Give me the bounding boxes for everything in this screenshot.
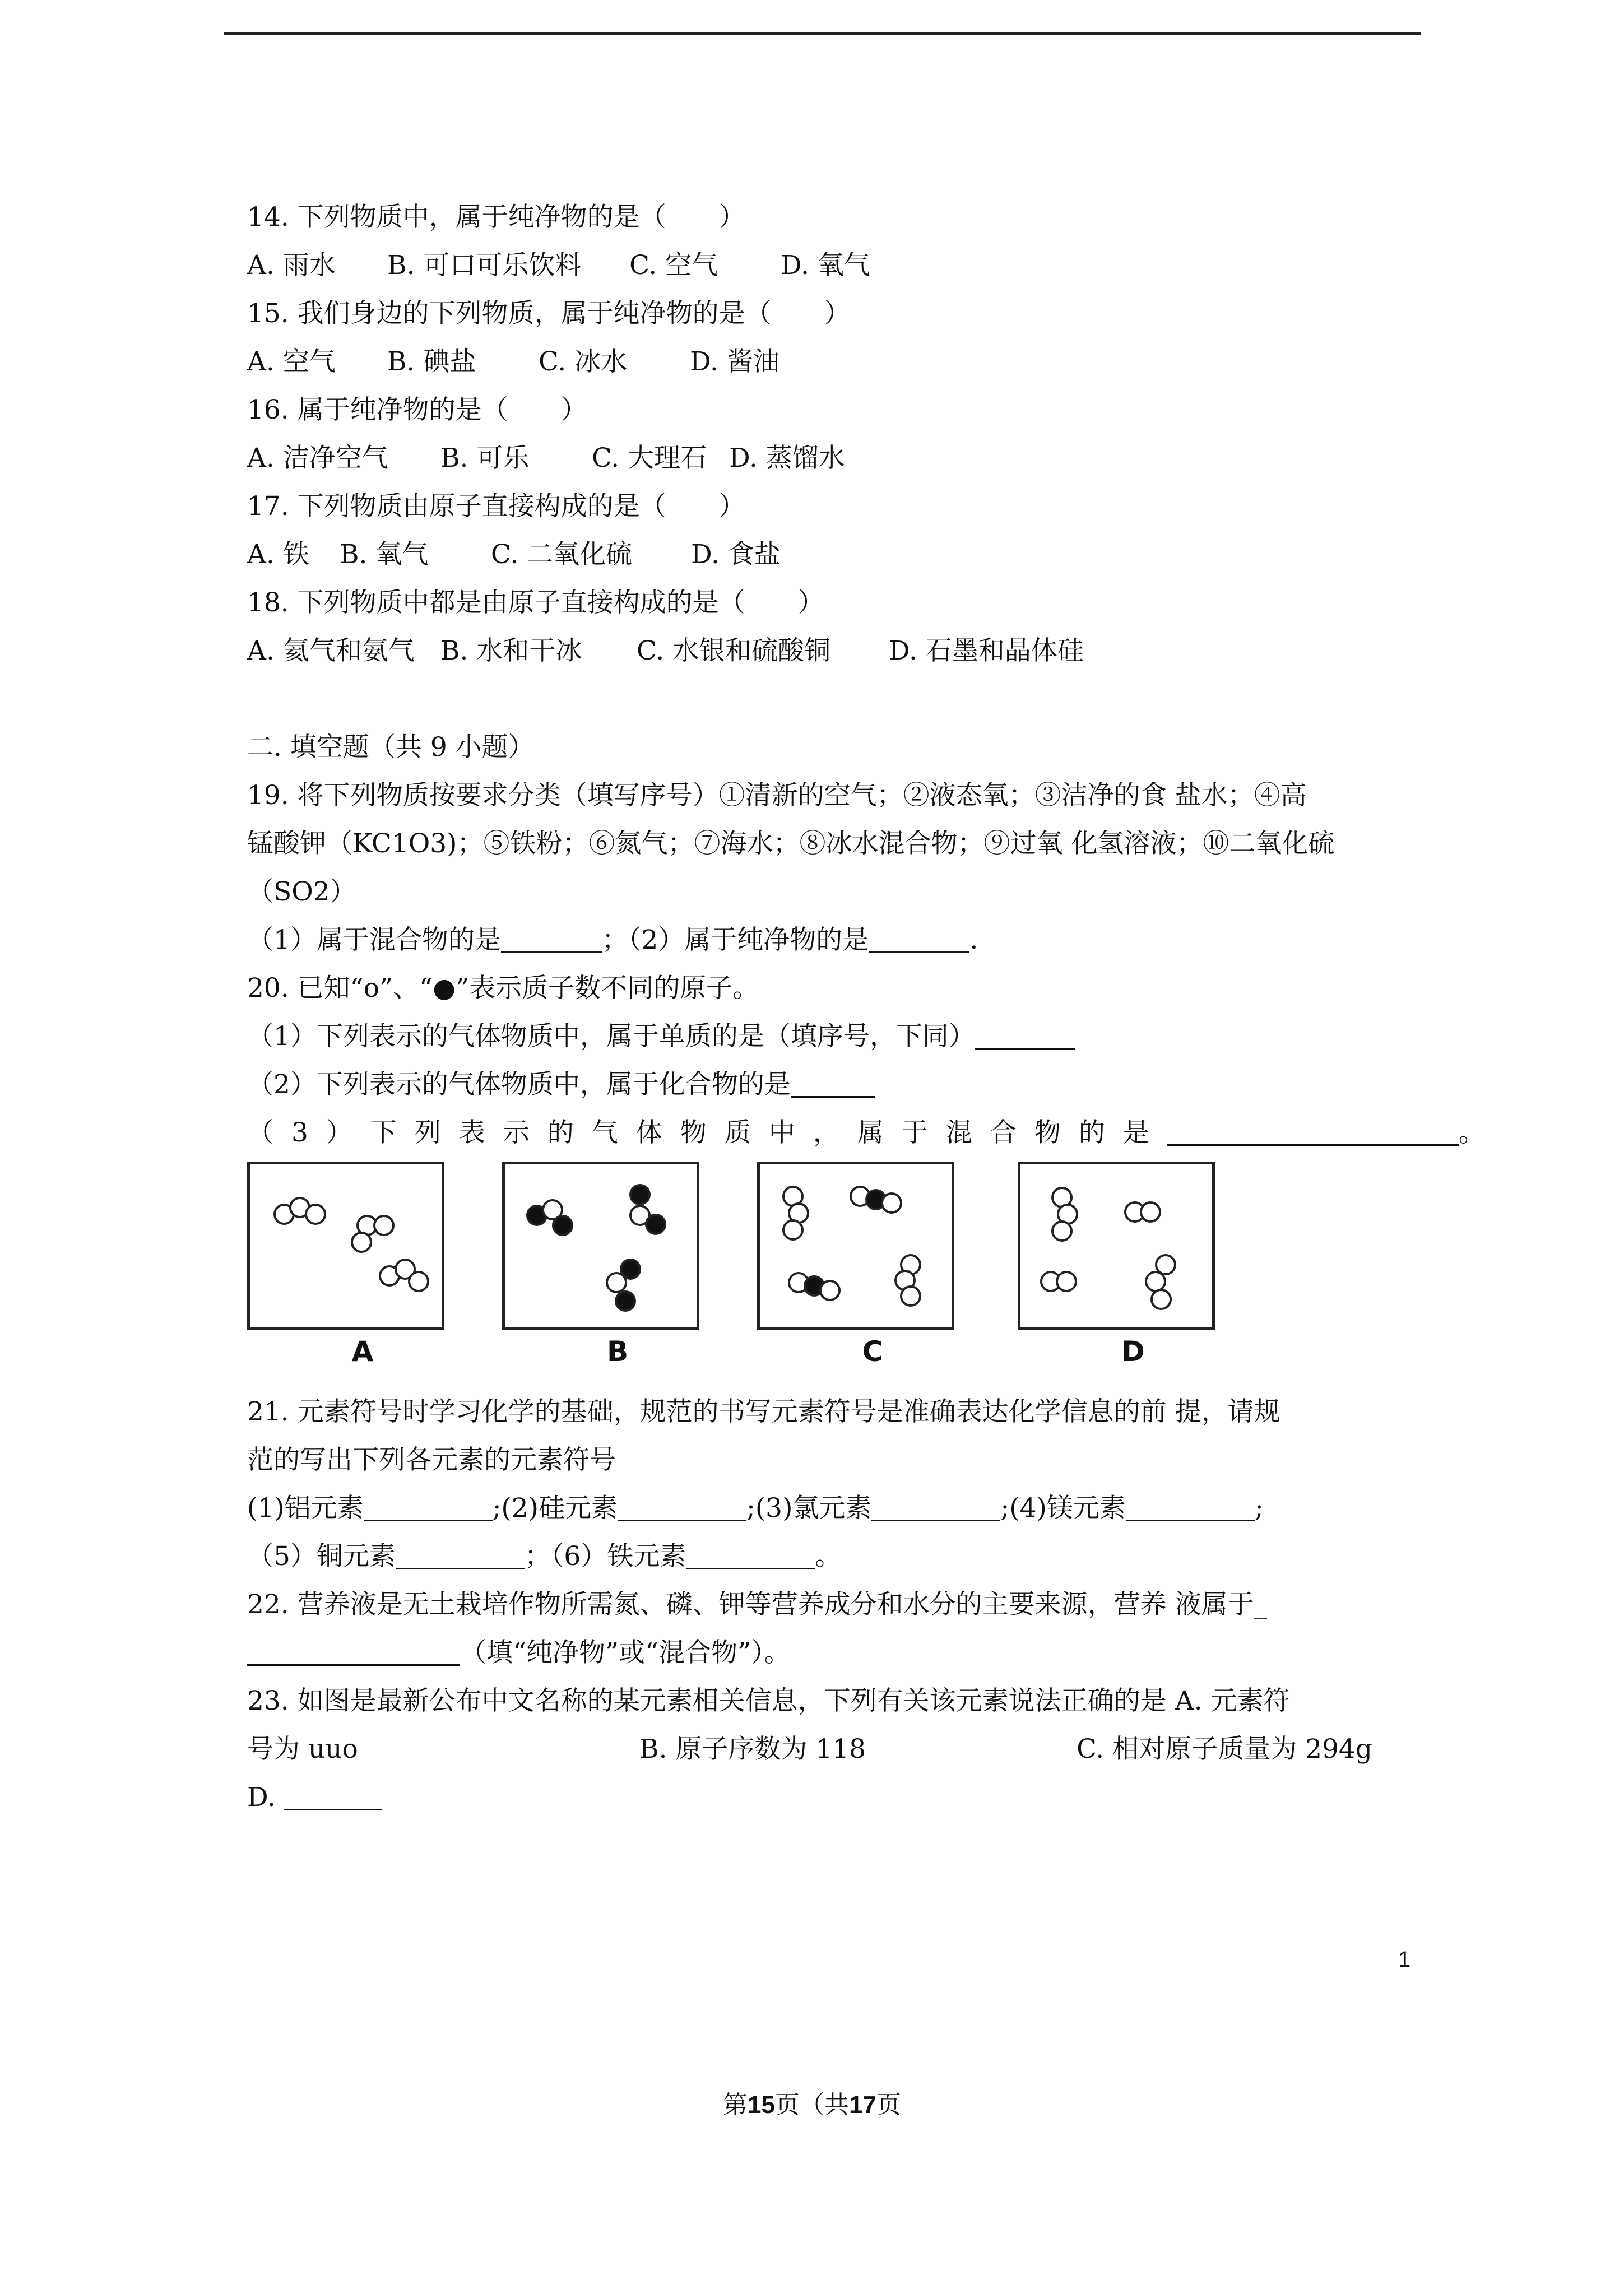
q21-line-1: 21. 元素符号时学习化学的基础，规范的书写元素符号是准确表达化学信息的前 提，请规	[247, 1396, 1280, 1427]
q21-blank-6[interactable]	[686, 1540, 815, 1569]
black-atom	[645, 1214, 666, 1235]
q22-line-1: 22. 营养液是无土栽培作物所需氮、磷、钾等营养成分和水分的主要来源，营养 液属于_	[247, 1589, 1268, 1620]
q19-part2-end: .	[969, 925, 978, 955]
q21-line-2: 范的写出下列各元素的元素符号	[247, 1445, 616, 1475]
q14-option-d: D. 氧气	[781, 250, 870, 281]
q14-option-b: B. 可口可乐饮料	[387, 250, 582, 281]
white-atom	[305, 1204, 326, 1225]
q21-items-row-1	[247, 1484, 1424, 1533]
q23-option-c: C. 相对原子质量为 294g	[1077, 1734, 1372, 1764]
q16-option-b: B. 可乐	[440, 443, 530, 473]
q20-label-c: C	[862, 1335, 883, 1368]
q17-option-a: A. 铁	[247, 539, 309, 570]
q15-option-c: C. 冰水	[539, 346, 628, 377]
q21-blank-2[interactable]	[618, 1492, 746, 1521]
q20-label-b: B	[606, 1335, 629, 1368]
q18-option-b: B. 水和干冰	[440, 635, 582, 666]
q21-item-4: ;(4)镁元素	[1000, 1493, 1126, 1524]
q21-item-5: ;	[1254, 1493, 1264, 1524]
q18-stem: 18. 下列物质中都是由原子直接构成的是（ ）	[247, 587, 824, 618]
q23-blank-d[interactable]	[284, 1781, 382, 1810]
q22-blank[interactable]	[247, 1636, 460, 1666]
white-atom	[881, 1192, 902, 1214]
q17-option-d: D. 食盐	[691, 539, 781, 570]
q15-option-d: D. 酱油	[690, 346, 779, 377]
footer-middle: 页（共	[775, 2091, 849, 2119]
q20-part2	[247, 1061, 1424, 1109]
q14-stem: 14. 下列物质中，属于纯净物的是（ ）	[247, 202, 745, 233]
q20-figure-row	[247, 1162, 1424, 1380]
q20-part1-blank[interactable]	[975, 1020, 1075, 1050]
white-atom	[373, 1215, 395, 1236]
white-atom	[1150, 1289, 1172, 1310]
page-number: 1	[1398, 1947, 1411, 1972]
document-body	[247, 193, 1485, 1822]
q14-option-a: A. 雨水	[247, 250, 336, 281]
q18-option-d: D. 石墨和晶体硅	[889, 635, 1084, 666]
q22-line-2	[247, 1629, 1424, 1677]
white-atom	[782, 1219, 804, 1241]
q16-option-c: C. 大理石	[592, 443, 707, 473]
q20-figure-a	[247, 1162, 444, 1330]
white-atom	[819, 1280, 841, 1301]
q15-option-b: B. 碘盐	[387, 346, 476, 377]
white-atom	[1140, 1201, 1161, 1223]
black-atom	[552, 1215, 573, 1236]
q21-item-6: （5）铜元素	[247, 1541, 396, 1572]
black-atom	[629, 1184, 651, 1205]
q16-option-a: A. 洁净空气	[247, 443, 388, 473]
q20-part3	[247, 1109, 1485, 1157]
q18-option-a: A. 氦气和氨气	[247, 635, 415, 666]
q20-part3-label: （3）下列表示的气体物质中，属于混合物的是	[247, 1117, 1167, 1148]
q19-part2-blank[interactable]	[869, 923, 969, 953]
q21-item-3: ;(3)氯元素	[746, 1493, 872, 1524]
q19-line-1: 19. 将下列物质按要求分类（填写序号）①清新的空气；②液态氧；③洁净的食 盐水；④高	[247, 780, 1307, 811]
q20-figure-b	[502, 1162, 699, 1330]
q21-blank-1[interactable]	[364, 1492, 493, 1521]
q23-option-a-tail: 号为 uuo	[247, 1734, 358, 1764]
q20-part2-blank[interactable]	[791, 1068, 875, 1098]
q17-options	[247, 531, 1424, 579]
q19-part2-label: ；（2）属于纯净物的是	[601, 925, 869, 955]
q20-part3-blank[interactable]	[1167, 1116, 1459, 1146]
q19-part1-blank[interactable]	[501, 923, 602, 953]
q15-options	[247, 338, 1424, 386]
q15-option-a: A. 空气	[247, 346, 336, 377]
q21-item-7: ；（6）铁元素	[524, 1541, 686, 1572]
q20-label-d: D	[1121, 1335, 1145, 1368]
q21-blank-4[interactable]	[1126, 1492, 1255, 1521]
q18-options	[247, 627, 1424, 675]
q16-option-d: D. 蒸馏水	[729, 443, 845, 473]
q21-item-8: 。	[815, 1541, 842, 1572]
q14-option-c: C. 空气	[629, 250, 718, 281]
q19-line-2: 锰酸钾（KC1O3)；⑤铁粉；⑥氮气；⑦海水；⑧冰水混合物；⑨过氧 化氢溶液；⑩二氧化硫	[247, 828, 1335, 859]
q16-stem: 16. 属于纯净物的是（ ）	[247, 394, 587, 425]
q20-stem: 20. 已知“o”、“●”表示质子数不同的原子。	[247, 973, 759, 1004]
q20-figure-c	[757, 1162, 954, 1330]
q21-blank-5[interactable]	[396, 1540, 525, 1569]
q17-option-c: C. 二氧化硫	[491, 539, 633, 570]
q15-stem: 15. 我们身边的下列物质，属于纯净物的是（ ）	[247, 298, 851, 329]
white-atom	[408, 1271, 429, 1292]
q16-options	[247, 434, 1424, 482]
q20-part3-end: 。	[1458, 1117, 1485, 1148]
q14-options	[247, 242, 1424, 290]
white-atom	[900, 1285, 921, 1307]
white-atom	[351, 1232, 372, 1253]
q23-line-3	[247, 1773, 1424, 1822]
q21-items-row-2	[247, 1533, 1424, 1581]
q23-line-1: 23. 如图是最新公布中文名称的某元素相关信息，下列有关该元素说法正确的是 A. 元素符	[247, 1685, 1290, 1716]
q19-line-3: （SO2）	[247, 876, 356, 907]
q17-stem: 17. 下列物质由原子直接构成的是（ ）	[247, 491, 745, 522]
white-atom	[1051, 1220, 1073, 1242]
q21-item-1: (1)铝元素	[247, 1493, 364, 1524]
q23-option-b: B. 原子序数为 118	[639, 1734, 866, 1764]
footer-total-pages: 17	[849, 2091, 876, 2119]
q18-option-c: C. 水银和硫酸铜	[637, 635, 831, 666]
q17-option-b: B. 氧气	[340, 539, 429, 570]
q20-label-a: A	[351, 1335, 374, 1368]
q20-part1	[247, 1013, 1424, 1061]
footer-current-page: 15	[748, 2091, 775, 2119]
q20-part1-label: （1）下列表示的气体物质中，属于单质的是（填序号，下同）	[247, 1021, 975, 1052]
white-atom	[1056, 1271, 1077, 1292]
q19-part1-label: （1）属于混合物的是	[247, 925, 501, 955]
footer-prefix: 第	[723, 2091, 748, 2119]
footer-suffix: 页	[876, 2091, 901, 2119]
q21-item-2: ;(2)硅元素	[492, 1493, 618, 1524]
section-title-fill-in: 二. 填空题（共 9 小题）	[247, 732, 535, 763]
q21-blank-3[interactable]	[871, 1492, 1000, 1521]
q22-hint: （填“纯净物”或“混合物”）。	[460, 1637, 791, 1668]
q19-answers	[247, 916, 1424, 964]
page-footer	[0, 2084, 1624, 2120]
black-atom	[615, 1290, 636, 1312]
q23-option-d: D.	[247, 1782, 276, 1813]
header-rule	[224, 32, 1421, 35]
q23-line-2	[247, 1725, 1424, 1773]
q20-part2-label: （2）下列表示的气体物质中，属于化合物的是	[247, 1069, 791, 1100]
q20-figure-d	[1018, 1162, 1215, 1330]
